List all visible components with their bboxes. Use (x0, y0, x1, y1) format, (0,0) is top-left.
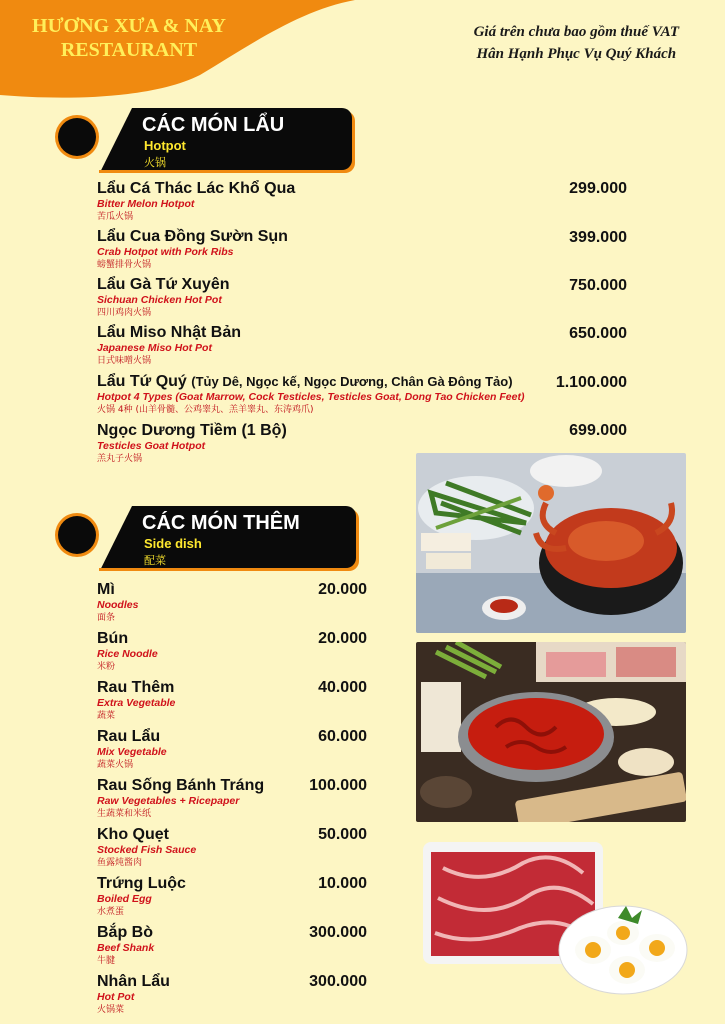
item-name-vn: Lẩu Miso Nhật Bản (97, 324, 242, 341)
menu-item (97, 678, 175, 722)
item-name-cn: 蔬菜火锅 (97, 760, 134, 770)
item-name-en: Hotpot 4 Types (Goat Marrow, Cock Testicles, Testicles Goat, Dong Tao Chicken Feet) (97, 391, 525, 403)
item-name-cn: 米粉 (97, 662, 116, 672)
side-dish-section-title: CÁC MÓN THÊM (142, 512, 300, 534)
menu-item (97, 179, 295, 223)
item-name-en: Raw Vegetables + Ricepaper (97, 795, 240, 807)
item-name-en: Sichuan Chicken Hot Pot (97, 294, 222, 306)
item-price: 699.000 (569, 422, 627, 439)
crab-hotpot-photo (416, 453, 686, 633)
item-name-en: Hot Pot (97, 991, 135, 1003)
item-name-vn: Nhân Lẩu (97, 973, 170, 990)
menu-item (97, 727, 167, 771)
item-name-en: Extra Vegetable (97, 697, 176, 709)
item-price: 50.000 (318, 826, 367, 843)
item-price: 10.000 (318, 875, 367, 892)
item-price: 40.000 (318, 679, 367, 696)
menu-item (97, 972, 170, 1016)
menu-item (97, 275, 230, 319)
item-price: 20.000 (318, 581, 367, 598)
restaurant-name (0, 14, 258, 62)
item-name-vn: Kho Quẹt (97, 826, 169, 843)
menu-item (97, 629, 158, 673)
item-price: 20.000 (318, 630, 367, 647)
item-name-vn: Bún (97, 630, 129, 647)
spicy-hotpot-spread-photo (416, 642, 686, 822)
item-name-vn (97, 372, 524, 391)
item-name-en: Testicles Goat Hotpot (97, 440, 206, 452)
item-name-vn-detail: (Tủy Dê, Ngọc kế, Ngọc Dương, Chân Gà Đông Tảo) (191, 374, 513, 389)
item-price: 1.100.000 (555, 374, 627, 391)
item-price: 300.000 (309, 973, 367, 990)
hotpot-section-title-en: Hotpot (144, 138, 186, 153)
welcome-notice: Hân Hạnh Phục Vụ Quý Khách (476, 46, 677, 62)
vat-notice: Giá trên chưa bao gồm thuế VAT (473, 24, 679, 40)
item-name-en: Rice Noodle (97, 648, 158, 660)
item-name-vn: Rau Thêm (97, 679, 175, 696)
item-name-cn: 火锅菜 (97, 1005, 125, 1015)
menu-item (97, 421, 287, 465)
item-name-en: Japanese Miso Hot Pot (97, 342, 212, 354)
item-name-en: Boiled Egg (97, 893, 152, 905)
item-name-vn: Bắp Bò (97, 924, 153, 941)
restaurant-name-line2: RESTAURANT (60, 39, 198, 61)
item-name-cn: 苦瓜火锅 (97, 212, 134, 222)
item-name-cn: 蔬菜 (97, 711, 116, 721)
side-dish-section-title-cn: 配菜 (144, 554, 166, 567)
item-name-cn: 火锅 4种 (山羊骨髓、公鸡睾丸、羔羊睾丸、东涛鸡爪) (97, 405, 314, 415)
item-price: 300.000 (309, 924, 367, 941)
beef-and-eggs-photo (423, 838, 689, 998)
item-name-cn: 牛腱 (97, 956, 116, 966)
menu-item (97, 372, 524, 416)
item-name-vn: Lẩu Cá Thác Lác Khổ Qua (97, 180, 296, 197)
side-dish-section-title-en: Side dish (144, 536, 202, 551)
menu-item (97, 923, 154, 967)
side-dish-section-banner (58, 506, 356, 572)
banner-circle-icon (58, 118, 96, 156)
item-name-vn: Mì (97, 581, 115, 598)
item-name-cn: 水煮蛋 (97, 907, 125, 917)
item-name-cn: 羔丸子火锅 (97, 454, 143, 464)
item-price: 60.000 (318, 728, 367, 745)
item-name-en: Noodles (97, 599, 139, 611)
banner-circle-icon (58, 516, 96, 554)
item-name-vn: Ngọc Dương Tiềm (1 Bộ) (97, 422, 287, 439)
item-name-en: Crab Hotpot with Pork Ribs (97, 246, 234, 258)
menu-item (97, 776, 264, 820)
menu-item (97, 227, 288, 271)
menu-item (97, 825, 196, 869)
hotpot-section-banner (58, 108, 352, 174)
header-notice (474, 21, 679, 65)
item-name-cn: 日式味噌火锅 (97, 356, 152, 366)
item-price: 750.000 (569, 277, 627, 294)
item-price: 299.000 (569, 180, 627, 197)
item-name-vn: Trứng Luộc (97, 875, 186, 892)
hotpot-section-title: CÁC MÓN LẨU (142, 114, 285, 136)
item-name-vn: Lẩu Cua Đồng Sườn Sụn (97, 228, 288, 245)
item-name-en: Bitter Melon Hotpot (97, 198, 195, 210)
item-price: 100.000 (309, 777, 367, 794)
item-name-vn-main: Lẩu Tứ Quý (97, 373, 187, 390)
item-name-vn: Lẩu Gà Tứ Xuyên (97, 276, 230, 293)
item-price: 399.000 (569, 229, 627, 246)
menu-item (97, 323, 241, 367)
item-name-en: Stocked Fish Sauce (97, 844, 197, 856)
item-price: 650.000 (569, 325, 627, 342)
menu-item (97, 580, 138, 624)
item-name-cn: 鱼露炖酱肉 (97, 858, 143, 868)
item-name-vn: Rau Sống Bánh Tráng (97, 777, 265, 794)
hotpot-section-title-cn: 火锅 (144, 156, 166, 169)
item-name-cn: 螃蟹排骨火锅 (97, 260, 152, 270)
item-name-cn: 生蔬菜和米纸 (97, 809, 152, 819)
menu-item (97, 874, 186, 918)
item-name-vn: Rau Lẩu (97, 728, 161, 745)
item-name-en: Beef Shank (97, 942, 155, 954)
restaurant-name-line1: HƯƠNG XƯA & NAY (32, 15, 226, 37)
item-name-cn: 四川鸡肉火锅 (97, 308, 152, 318)
item-name-en: Mix Vegetable (97, 746, 167, 758)
item-name-cn: 面条 (97, 613, 116, 623)
